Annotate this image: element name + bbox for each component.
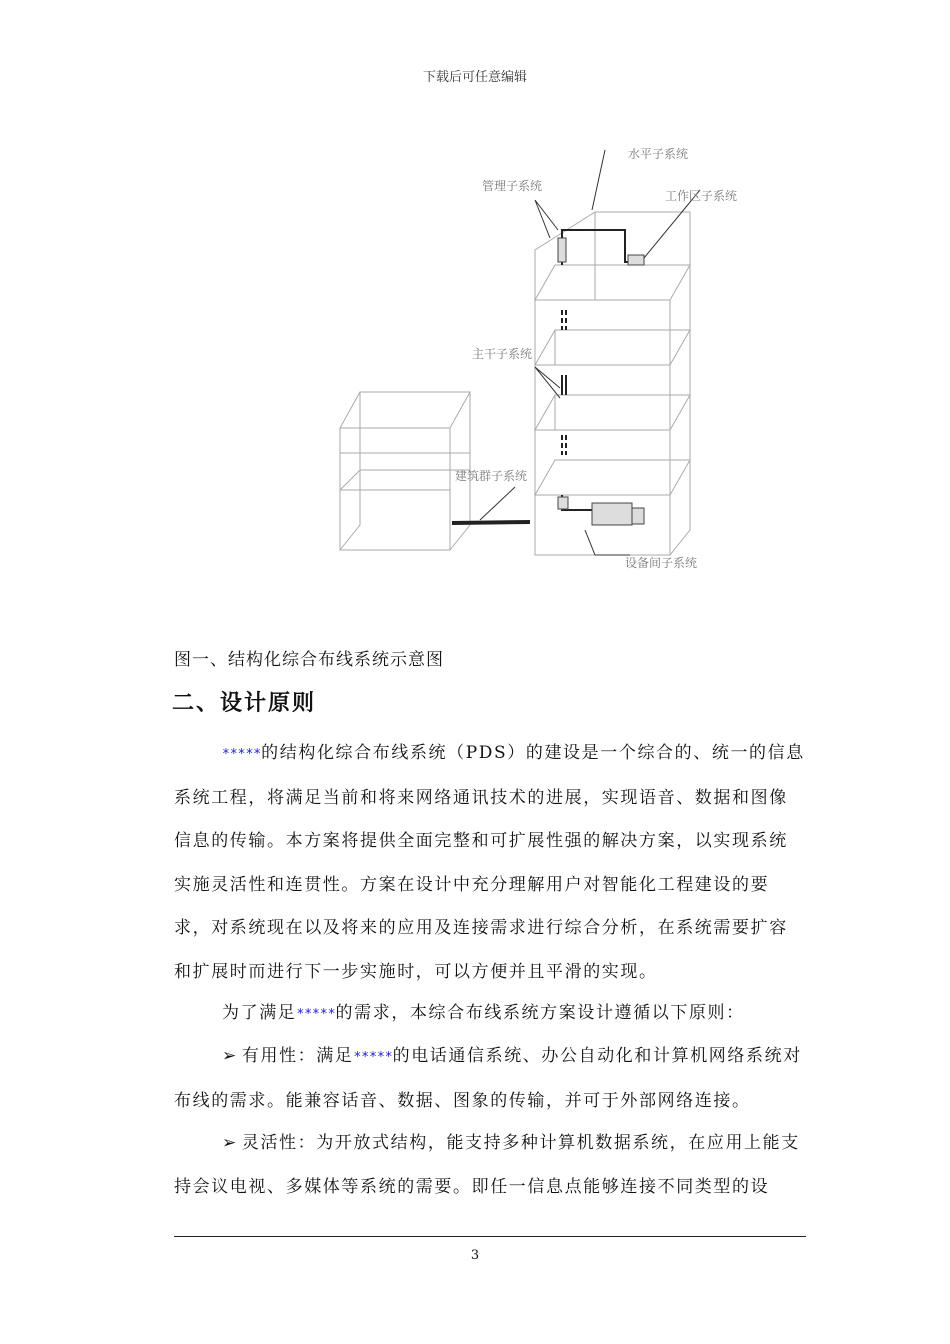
- label-horizontal-subsystem: 水平子系统: [628, 147, 689, 161]
- paragraph-2-after: 的需求，本综合布线系统方案设计遵循以下原则：: [335, 1003, 745, 1023]
- principle-usability-before: 有用性：满足: [241, 1046, 354, 1066]
- paragraph-2: [174, 992, 806, 1037]
- label-equipment-subsystem: 设备间子系统: [625, 556, 698, 570]
- paragraph-1-text: 的结构化综合布线系统（PDS）的建设是一个综合的、统一的信息系统工程，将满足当前和将来网络通讯技术的进展，实现语音、数据和图像信息的传输。本方案将提供全面完整和可扩展性强的解决方案，以实现系统实施灵活性和连贯性。方案在设计中充分理解用户对智能化工程建设的要求，对系统现在以及将来的应用及连接需求进行综合分析，在系统需要扩容和扩展时而进行下一步实施时，可以方便并且平滑的实现。: [174, 743, 805, 982]
- label-campus-subsystem: 建筑群子系统: [455, 469, 528, 483]
- label-backbone-subsystem: 主干子系统: [472, 347, 533, 361]
- masked-name: *****: [353, 1050, 393, 1065]
- page-number: 3: [470, 1248, 480, 1263]
- page-header: 下载后可任意编辑: [422, 70, 527, 85]
- principle-flexibility: [174, 1122, 806, 1209]
- cabling-diagram: [330, 130, 750, 590]
- masked-name: *****: [222, 747, 262, 762]
- arrow-bullet-icon: ➢: [222, 1133, 238, 1153]
- label-work-area-subsystem: 工作区子系统: [665, 189, 738, 203]
- masked-name: *****: [296, 1007, 336, 1022]
- paragraph-2-before: 为了满足: [222, 1003, 297, 1023]
- arrow-bullet-icon: ➢: [222, 1046, 238, 1066]
- label-management-subsystem: 管理子系统: [482, 179, 543, 193]
- footer-divider: [174, 1236, 806, 1237]
- figure-caption: 图一、结构化综合布线系统示意图: [174, 650, 444, 670]
- section-heading: 二、设计原则: [172, 691, 317, 716]
- paragraph-1: [174, 732, 806, 994]
- principle-flexibility-text: 灵活性：为开放式结构，能支持多种计算机数据系统，在应用上能支持会议电视、多媒体等系统的需要。即任一信息点能够连接不同类型的设: [174, 1133, 800, 1197]
- principle-usability: [174, 1035, 806, 1123]
- principle-usability-after: 的电话通信系统、办公自动化和计算机网络系统对布线的需求。能兼容话音、数据、图象的传输，并可于外部网络连接。: [174, 1046, 802, 1111]
